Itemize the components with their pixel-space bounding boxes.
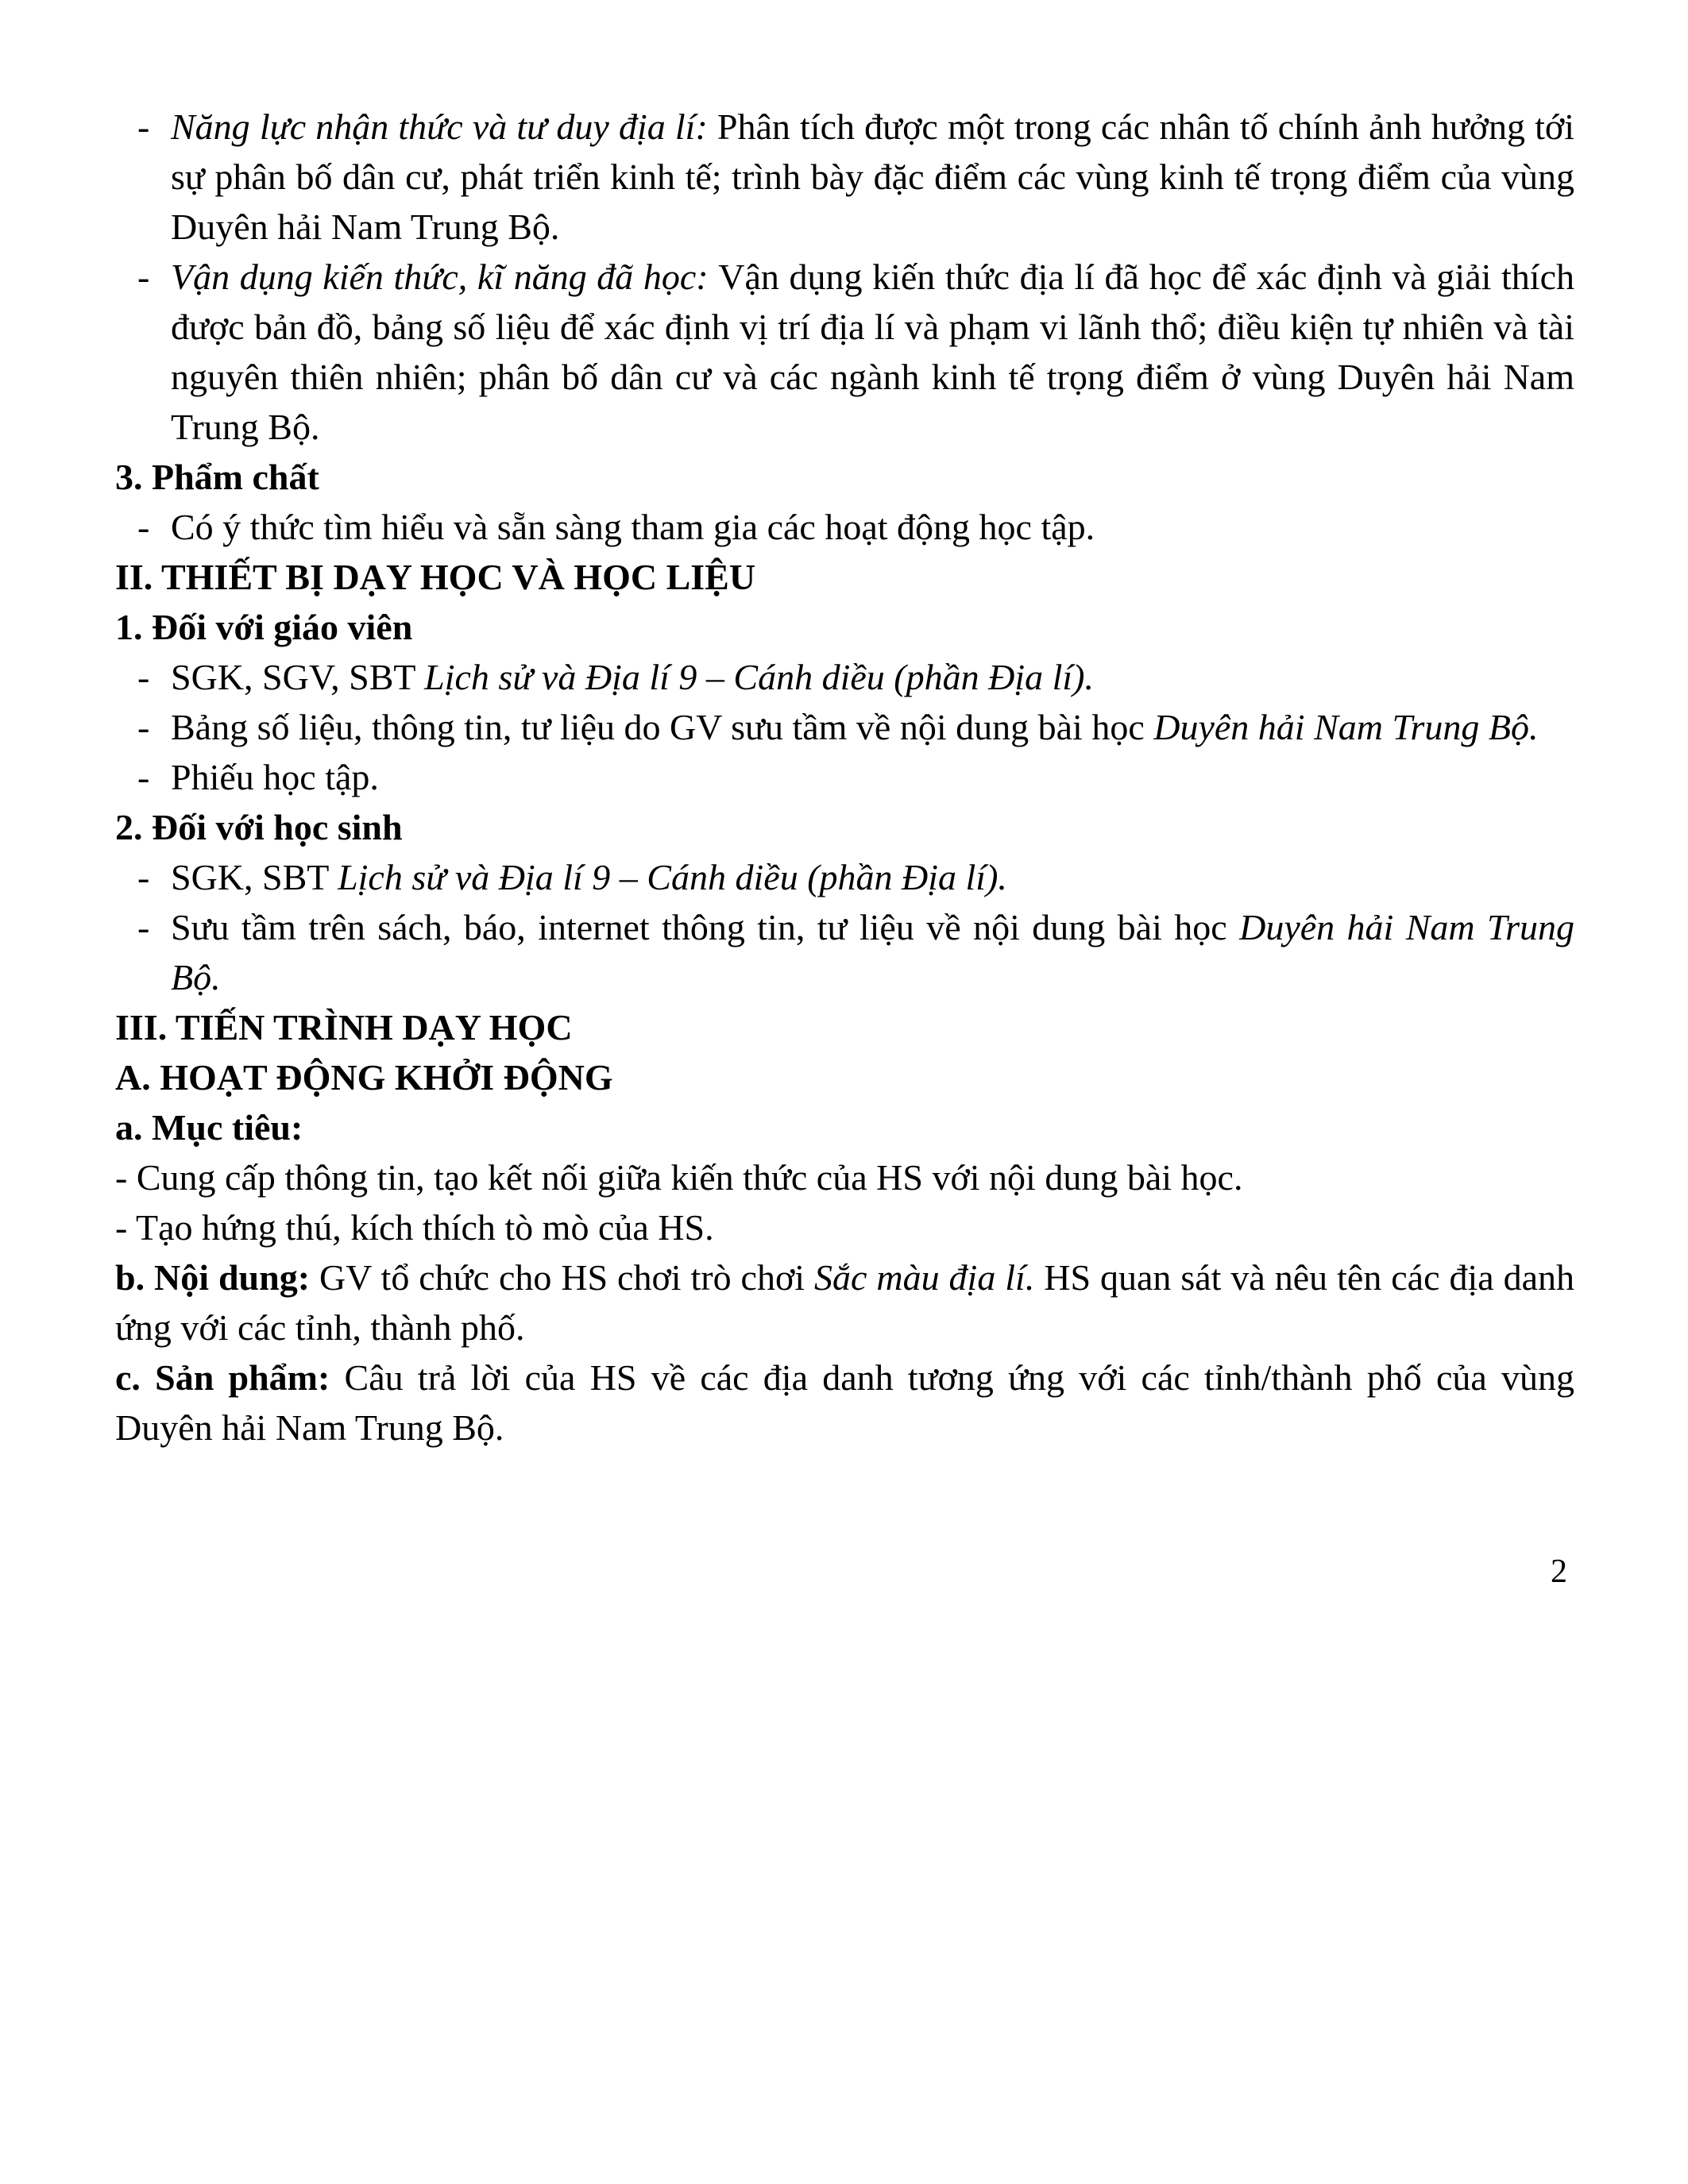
paragraph-text: SGK, SGV, SBT Lịch sử và Địa lí 9 – Cánh diều (phần Địa lí). — [171, 657, 1094, 697]
heading — [115, 602, 1574, 652]
paragraph-text: b. Nội dung: GV tổ chức cho HS chơi trò chơi Sắc màu địa lí. HS quan sát và nêu tên các địa danh ứng với các tỉnh, thành phố. — [115, 1257, 1574, 1348]
heading — [115, 1052, 1574, 1102]
paragraph-text: a. Mục tiêu: — [115, 1107, 303, 1148]
paragraph-text: Năng lực nhận thức và tư duy địa lí: Phân tích được một trong các nhân tố chính ảnh hưởng tới sự phân bố dân cư, phát triển kinh tế; trình bày đặc điểm các vùng kinh tế trọng điểm của vùng Duyên hải Nam Trung Bộ. — [171, 106, 1574, 247]
bullet-dash: - — [137, 757, 150, 797]
paragraph-text: Bảng số liệu, thông tin, tư liệu do GV sưu tầm về nội dung bài học Duyên hải Nam Trung Bộ. — [171, 707, 1539, 747]
page-number: 2 — [1551, 1553, 1567, 1590]
paragraph-text: 1. Đối với giáo viên — [115, 607, 413, 647]
bullet-dash: - — [137, 857, 150, 897]
heading — [115, 552, 1574, 602]
paragraph-text: - Cung cấp thông tin, tạo kết nối giữa kiến thức của HS với nội dung bài học. — [115, 1157, 1243, 1198]
bullet-dash: - — [137, 507, 150, 547]
paragraph — [115, 1202, 1574, 1252]
bullet-dash: - — [137, 657, 150, 697]
paragraph-text: II. THIẾT BỊ DẠY HỌC VÀ HỌC LIỆU — [115, 557, 756, 597]
bullet-paragraph — [115, 652, 1574, 702]
bullet-dash: - — [137, 907, 150, 947]
heading — [115, 802, 1574, 852]
paragraph-text: III. TIẾN TRÌNH DẠY HỌC — [115, 1007, 573, 1048]
paragraph-text: A. HOẠT ĐỘNG KHỞI ĐỘNG — [115, 1057, 613, 1098]
heading — [115, 1002, 1574, 1052]
bullet-paragraph — [115, 252, 1574, 452]
heading — [115, 452, 1574, 502]
bullet-dash: - — [137, 707, 150, 747]
paragraph — [115, 1252, 1574, 1352]
heading — [115, 1102, 1574, 1152]
paragraph-text: Có ý thức tìm hiểu và sẵn sàng tham gia các hoạt động học tập. — [171, 507, 1095, 547]
paragraph-text: 2. Đối với học sinh — [115, 807, 403, 847]
paragraph-text: - Tạo hứng thú, kích thích tò mò của HS. — [115, 1207, 714, 1248]
paragraph-text: 3. Phẩm chất — [115, 457, 319, 497]
paragraph-text: Vận dụng kiến thức, kĩ năng đã học: Vận dụng kiến thức địa lí đã học để xác định và giải thích được bản đồ, bảng số liệu để xác định vị trí địa lí và phạm vi lãnh thổ; điều kiện tự nhiên và tài nguyên thiên nhiên; phân bố dân cư và các ngành kinh tế trọng điểm ở vùng Duyên hải Nam Trung Bộ. — [171, 257, 1574, 447]
paragraph-text: Phiếu học tập. — [171, 757, 379, 797]
bullet-paragraph — [115, 502, 1574, 552]
bullet-paragraph — [115, 902, 1574, 1002]
bullet-paragraph — [115, 702, 1574, 752]
bullet-paragraph — [115, 852, 1574, 902]
paragraph-text: SGK, SBT Lịch sử và Địa lí 9 – Cánh diều (phần Địa lí). — [171, 857, 1007, 897]
bullet-paragraph — [115, 102, 1574, 252]
document-body — [115, 102, 1574, 1453]
paragraph-text: Sưu tầm trên sách, báo, internet thông tin, tư liệu về nội dung bài học Duyên hải Nam Trung Bộ. — [171, 907, 1574, 997]
bullet-paragraph — [115, 752, 1574, 802]
bullet-dash: - — [137, 257, 150, 297]
paragraph — [115, 1352, 1574, 1453]
paragraph-text: c. Sản phẩm: Câu trả lời của HS về các địa danh tương ứng với các tỉnh/thành phố của vùng Duyên hải Nam Trung Bộ. — [115, 1357, 1574, 1448]
bullet-dash: - — [137, 106, 150, 147]
paragraph — [115, 1152, 1574, 1202]
